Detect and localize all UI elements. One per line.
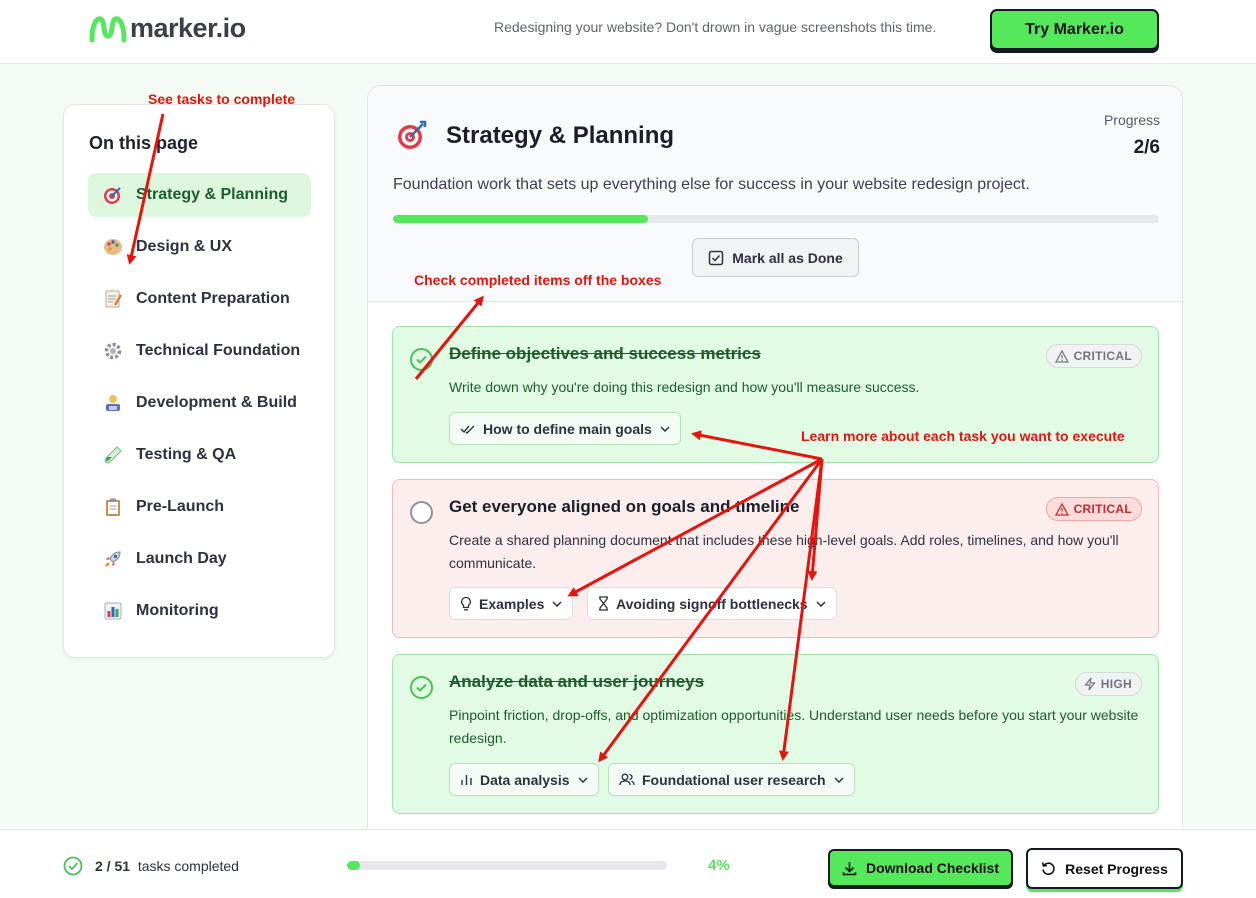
sidebar-item-pre-launch[interactable] xyxy=(88,485,311,529)
memo-icon xyxy=(102,288,124,310)
priority-label: CRITICAL xyxy=(1073,502,1132,516)
lightning-icon xyxy=(1084,677,1096,691)
hourglass-icon xyxy=(598,596,609,611)
chevron-down-icon xyxy=(660,426,670,432)
target-icon xyxy=(102,184,124,206)
chip-label: Examples xyxy=(479,595,545,612)
technologist-icon xyxy=(102,392,124,414)
sidebar-item-technical-foundation[interactable] xyxy=(88,329,311,373)
reset-progress-button[interactable] xyxy=(1026,848,1183,889)
warning-icon xyxy=(1055,350,1069,363)
sidebar-item-label: Design & UX xyxy=(136,238,233,255)
task-checkbox[interactable] xyxy=(410,348,433,371)
chip-label: Foundational user research xyxy=(642,771,826,788)
user-research-dropdown-chip[interactable] xyxy=(608,763,855,796)
task-checkbox[interactable] xyxy=(410,676,433,699)
chevron-down-icon xyxy=(816,601,826,607)
sidebar-item-label: Testing & QA xyxy=(136,446,237,463)
sidebar-item-label: Strategy & Planning xyxy=(136,186,289,203)
task-card xyxy=(392,479,1159,638)
checklist-panel xyxy=(367,85,1183,845)
double-check-icon xyxy=(460,423,476,435)
data-analysis-dropdown-chip[interactable] xyxy=(449,763,599,796)
progress-count: 2/6 xyxy=(1133,137,1160,158)
mark-all-done-label: Mark all as Done xyxy=(732,249,843,266)
overall-progress-fill xyxy=(347,861,360,870)
sidebar-item-strategy-planning[interactable] xyxy=(88,173,311,217)
sidebar xyxy=(63,104,335,658)
sidebar-item-development-build[interactable] xyxy=(88,381,311,425)
chip-label: Data analysis xyxy=(480,771,570,788)
download-checklist-button[interactable] xyxy=(828,849,1013,887)
examples-dropdown-chip[interactable] xyxy=(449,587,573,620)
task-title: Analyze data and user journeys xyxy=(449,672,705,691)
task-title: Define objectives and success metrics xyxy=(449,344,761,363)
logo[interactable] xyxy=(88,12,246,44)
sidebar-item-label: Pre-Launch xyxy=(136,498,225,515)
marker-logo-icon xyxy=(88,12,128,44)
priority-label: HIGH xyxy=(1100,677,1132,691)
lightbulb-icon xyxy=(460,596,472,612)
progress-footer xyxy=(0,829,1256,898)
guide-dropdown-chip[interactable] xyxy=(449,412,681,445)
priority-badge xyxy=(1075,672,1142,696)
header-tagline: Redesigning your website? Don't drown in vague screenshots this time. xyxy=(494,19,937,35)
download-label: Download Checklist xyxy=(865,860,1000,876)
sidebar-item-label: Technical Foundation xyxy=(136,342,301,359)
overall-progress-percent: 4% xyxy=(708,857,730,874)
task-checkbox[interactable] xyxy=(410,501,433,524)
sidebar-title: On this page xyxy=(89,133,199,153)
section-description: Foundation work that sets up everything else for success in your website redesign project. xyxy=(393,176,1030,193)
bar-chart-icon xyxy=(102,600,124,622)
download-icon xyxy=(842,861,857,876)
task-card xyxy=(392,654,1159,814)
tasks-completed-count xyxy=(95,858,239,874)
sidebar-item-design-ux[interactable] xyxy=(88,225,311,269)
logo-text: marker.io xyxy=(130,12,246,43)
sidebar-item-monitoring[interactable] xyxy=(88,589,311,633)
clipboard-icon xyxy=(102,496,124,518)
chevron-down-icon xyxy=(578,777,588,783)
sidebar-item-label: Monitoring xyxy=(136,602,219,619)
sidebar-item-launch-day[interactable] xyxy=(88,537,311,581)
top-bar xyxy=(0,0,1256,64)
overall-progress-bar xyxy=(347,861,667,870)
bar-chart-icon xyxy=(460,774,473,786)
chevron-down-icon xyxy=(552,601,562,607)
chip-label: How to define main goals xyxy=(483,420,652,437)
chip-label: Avoiding signoff bottlenecks xyxy=(616,595,808,612)
mark-all-done-button[interactable] xyxy=(692,238,859,277)
sidebar-item-label: Launch Day xyxy=(136,550,227,567)
annotation-chips: Learn more about each task you want to execute xyxy=(801,428,1125,444)
progress-label: Progress xyxy=(1103,112,1160,128)
check-icon xyxy=(412,350,431,369)
annotation-sidebar: See tasks to complete xyxy=(148,91,296,107)
check-icon xyxy=(412,678,431,697)
sidebar-item-content-preparation[interactable] xyxy=(88,277,311,321)
section-progress-fill xyxy=(393,215,648,223)
section-progress-bar xyxy=(393,215,1159,223)
warning-icon xyxy=(1055,503,1069,516)
chevron-down-icon xyxy=(834,777,844,783)
sidebar-item-label: Development & Build xyxy=(136,394,297,411)
users-icon xyxy=(619,773,635,786)
palette-icon xyxy=(102,236,124,258)
gear-icon xyxy=(102,340,124,362)
task-description: Create a shared planning document that includes these high-level goals. Add roles, timelines, and how you'll communicate. xyxy=(449,532,1119,571)
task-description: Pinpoint friction, drop-offs, and optimization opportunities. Understand user needs before you start your website redesign. xyxy=(449,707,1139,746)
priority-badge xyxy=(1046,344,1142,368)
section-title: Strategy & Planning xyxy=(446,122,675,149)
priority-label: CRITICAL xyxy=(1073,349,1132,363)
test-tube-icon xyxy=(102,444,124,466)
try-marker-button[interactable]: Try Marker.io xyxy=(990,9,1159,50)
check-circle-icon xyxy=(63,856,83,876)
task-title: Get everyone aligned on goals and timeline xyxy=(449,497,800,516)
sidebar-item-label: Content Preparation xyxy=(136,290,290,307)
priority-badge xyxy=(1046,497,1142,521)
reset-label: Reset Progress xyxy=(1065,860,1168,877)
annotation-checkboxes: Check completed items off the boxes xyxy=(414,272,662,288)
target-icon xyxy=(396,119,428,151)
sidebar-item-testing-qa[interactable] xyxy=(88,433,311,477)
rocket-icon xyxy=(102,548,124,570)
done-count: 2 / 51 xyxy=(95,858,131,874)
section-header xyxy=(368,86,1183,302)
checkbox-icon xyxy=(708,250,724,266)
reset-icon xyxy=(1041,861,1056,876)
signoff-dropdown-chip[interactable] xyxy=(587,587,837,620)
count-suffix: tasks completed xyxy=(137,858,239,874)
task-description: Write down why you're doing this redesign and how you'll measure success. xyxy=(449,379,920,395)
